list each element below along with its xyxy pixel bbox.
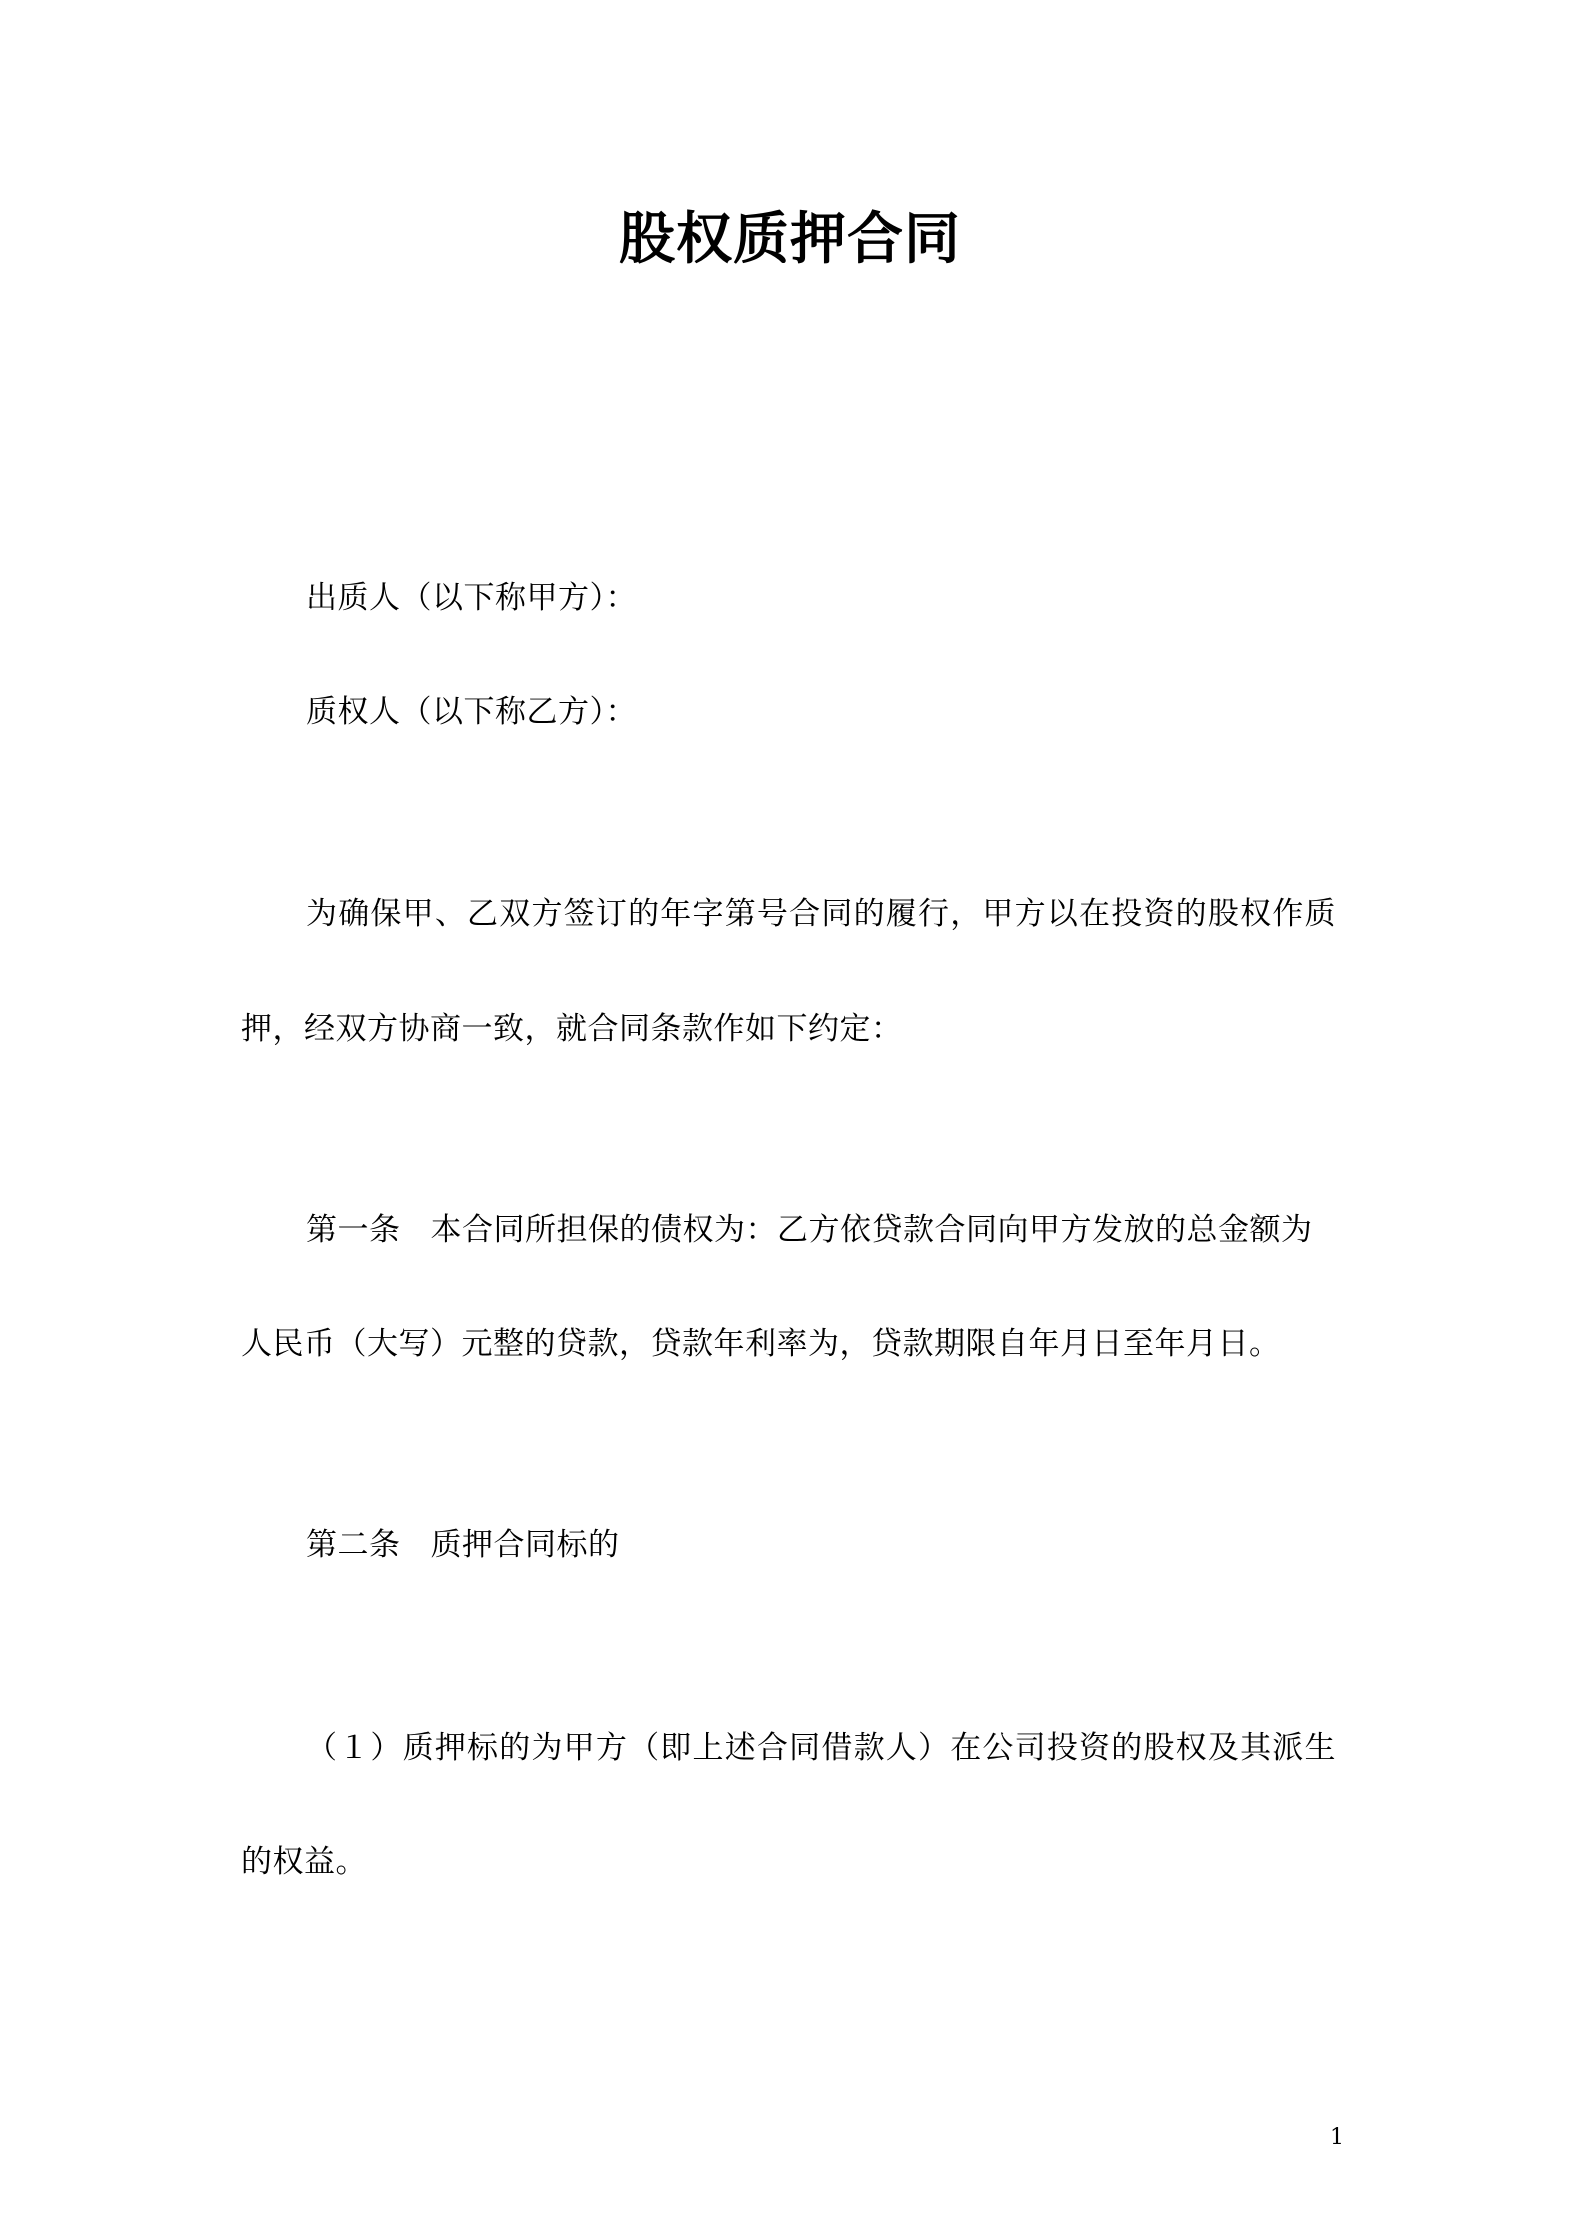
clause-1-line-2: 的权益。 <box>241 1844 367 1880</box>
article-1-text-line-2: 人民币（大写）元整的贷款，贷款年利率为，贷款期限自年月日至年月日。 <box>241 1326 1281 1362</box>
document-title: 股权质押合同 <box>619 207 961 272</box>
preamble-line-2: 押，经双方协商一致，就合同条款作如下约定： <box>241 1011 903 1047</box>
clause-1-line-1: （１）质押标的为甲方（即上述合同借款人）在公司投资的股权及其派生 <box>306 1730 1336 1766</box>
article-2-text: 质押合同标的 <box>430 1527 620 1563</box>
pledgee-label: 质权人（以下称乙方）： <box>306 694 637 730</box>
article-2-line <box>306 1523 620 1567</box>
article-2-heading: 第二条 <box>306 1527 401 1563</box>
preamble-line-1: 为确保甲、乙双方签订的年字第号合同的履行，甲方以在投资的股权作质 <box>306 896 1336 932</box>
article-1-text-line-1: 本合同所担保的债权为：乙方依贷款合同向甲方发放的总金额为 <box>430 1212 1313 1248</box>
article-1-first-line <box>306 1208 1313 1252</box>
page-number: 1 <box>1330 2125 1344 2150</box>
article-1-heading: 第一条 <box>306 1212 401 1248</box>
pledgor-label: 出质人（以下称甲方）： <box>306 580 637 616</box>
